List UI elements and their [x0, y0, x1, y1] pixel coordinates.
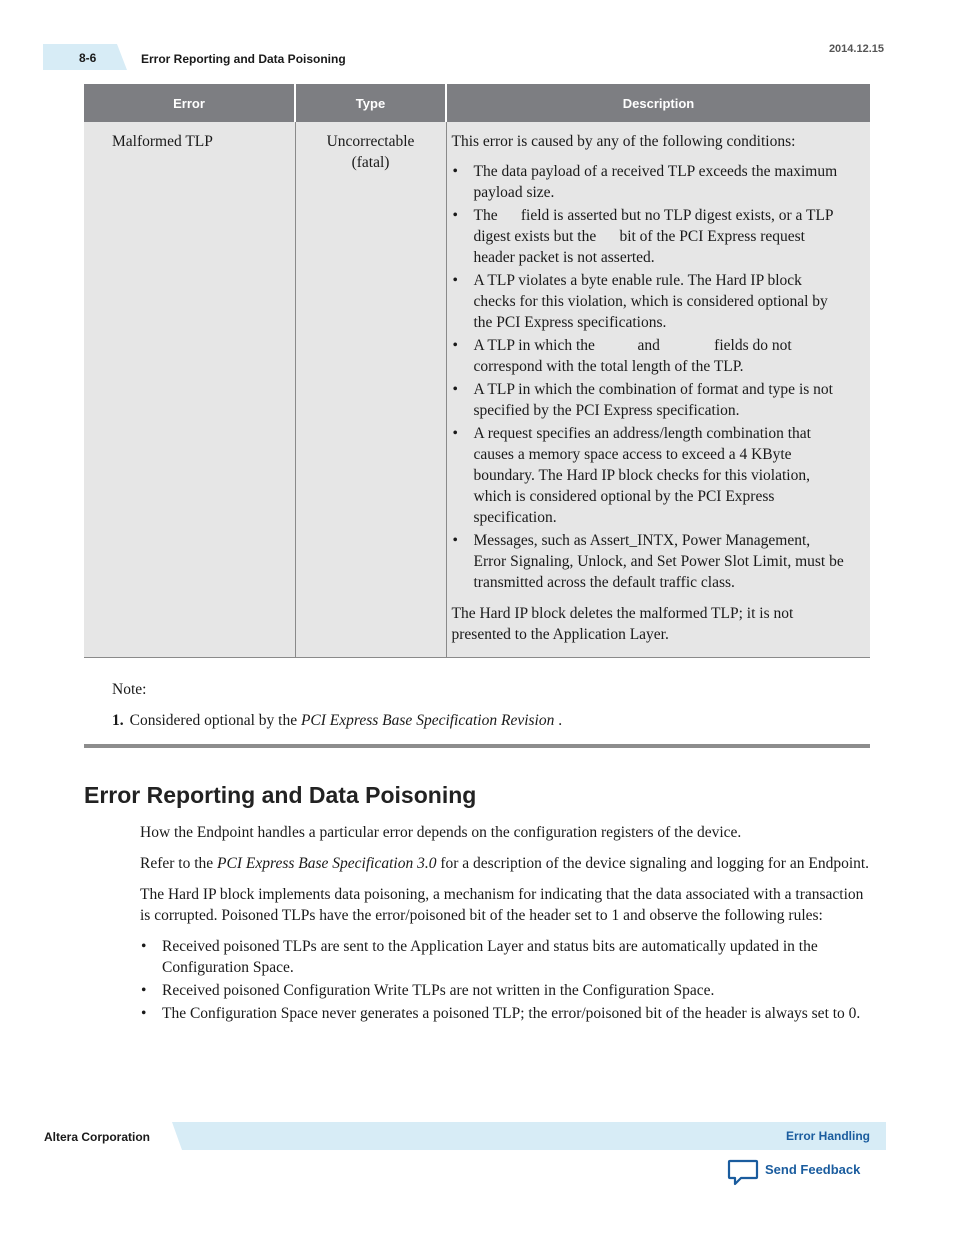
footer-company: Altera Corporation [44, 1130, 151, 1144]
condition-list [452, 161, 845, 593]
note-label: Note: [112, 681, 147, 698]
rule-item: • Received poisoned TLPs are sent to the Application Layer and status bits are automatically updated in the Configuration Space. [140, 936, 870, 978]
type-line-2: (fatal) [351, 154, 390, 171]
description-closing: The Hard IP block deletes the malformed TLP; it is not presented to the Application Layer. [451, 605, 794, 643]
column-header-description: Description [446, 84, 870, 122]
rule-item: • The Configuration Space never generates a poisoned TLP; the error/poisoned bit of the header is always set to 0. [140, 1003, 870, 1024]
section-body [140, 822, 870, 1026]
note-item [112, 712, 562, 730]
rule-item: • Received poisoned Configuration Write TLPs are not written in the Configuration Space. [140, 980, 870, 1001]
cell-description [446, 122, 870, 658]
header-date: 2014.12.15 [828, 43, 884, 55]
description-intro: This error is caused by any of the following conditions: [451, 133, 796, 150]
column-header-type: Type [295, 84, 446, 122]
note-item-number: 1. [112, 712, 124, 729]
section-title: Error Reporting and Data Poisoning [84, 782, 477, 808]
send-feedback-link[interactable]: Send Feedback [765, 1162, 861, 1177]
condition-item: • Messages, such as Assert_INTX, Power Management, Error Signaling, Unlock, and Set Power Slot Limit, must be transmitted across the default traffic class. [452, 530, 845, 593]
footer-chapter-link[interactable]: Error Handling [785, 1129, 870, 1143]
page-number: 8-6 [79, 51, 97, 65]
condition-item: • A TLP in which the combination of format and type is not specified by the PCI Express specification. [452, 379, 845, 421]
condition-item: • A TLP in which the and fields do not correspond with the total length of the TLP. [452, 335, 845, 377]
table-end-divider [84, 744, 870, 748]
note-item-text: Considered optional by the [129, 712, 298, 729]
poisoning-rules-list [140, 936, 870, 1024]
speech-bubble-icon[interactable] [727, 1159, 759, 1187]
para2-post: for a description of the device signaling and logging for an Endpoint. [436, 855, 870, 872]
table-header-row [84, 84, 870, 122]
condition-item: • A TLP violates a byte enable rule. The Hard IP block checks for this violation, which is considered optional by the PCI Express specifications. [452, 270, 845, 333]
paragraph: The Hard IP block implements data poisoning, a mechanism for indicating that the data associated with a transaction is corrupted. Poisoned TLPs have the error/poisoned bit of the header set to 1 and observe the following rules: [140, 886, 864, 924]
note-item-end: . [554, 712, 563, 729]
note-item-spec: PCI Express Base Specification Revision [300, 712, 555, 729]
condition-item: • A request specifies an address/length combination that causes a memory space access to exceed a 4 KByte boundary. The Hard IP block checks for this violation, which is considered optional by the PCI Express specification. [452, 423, 845, 528]
condition-item: • The field is asserted but no TLP digest exists, or a TLP digest exists but the bit of the PCI Express request header packet is not asserted. [452, 205, 845, 268]
footer-band [172, 1122, 886, 1150]
column-header-error: Error [84, 84, 295, 122]
type-line-1: Uncorrectable [326, 133, 415, 150]
header-title: Error Reporting and Data Poisoning [141, 52, 346, 66]
paragraph [140, 853, 870, 874]
para2-pre: Refer to the [140, 855, 218, 872]
condition-item: • The data payload of a received TLP exceeds the maximum payload size. [452, 161, 845, 203]
cell-type [295, 122, 446, 658]
table-row [84, 122, 870, 658]
spec-reference: PCI Express Base Specification 3.0 [217, 855, 437, 872]
error-table [84, 84, 870, 658]
cell-error: Malformed TLP [84, 122, 295, 658]
paragraph: How the Endpoint handles a particular error depends on the configuration registers of the device. [140, 824, 742, 841]
